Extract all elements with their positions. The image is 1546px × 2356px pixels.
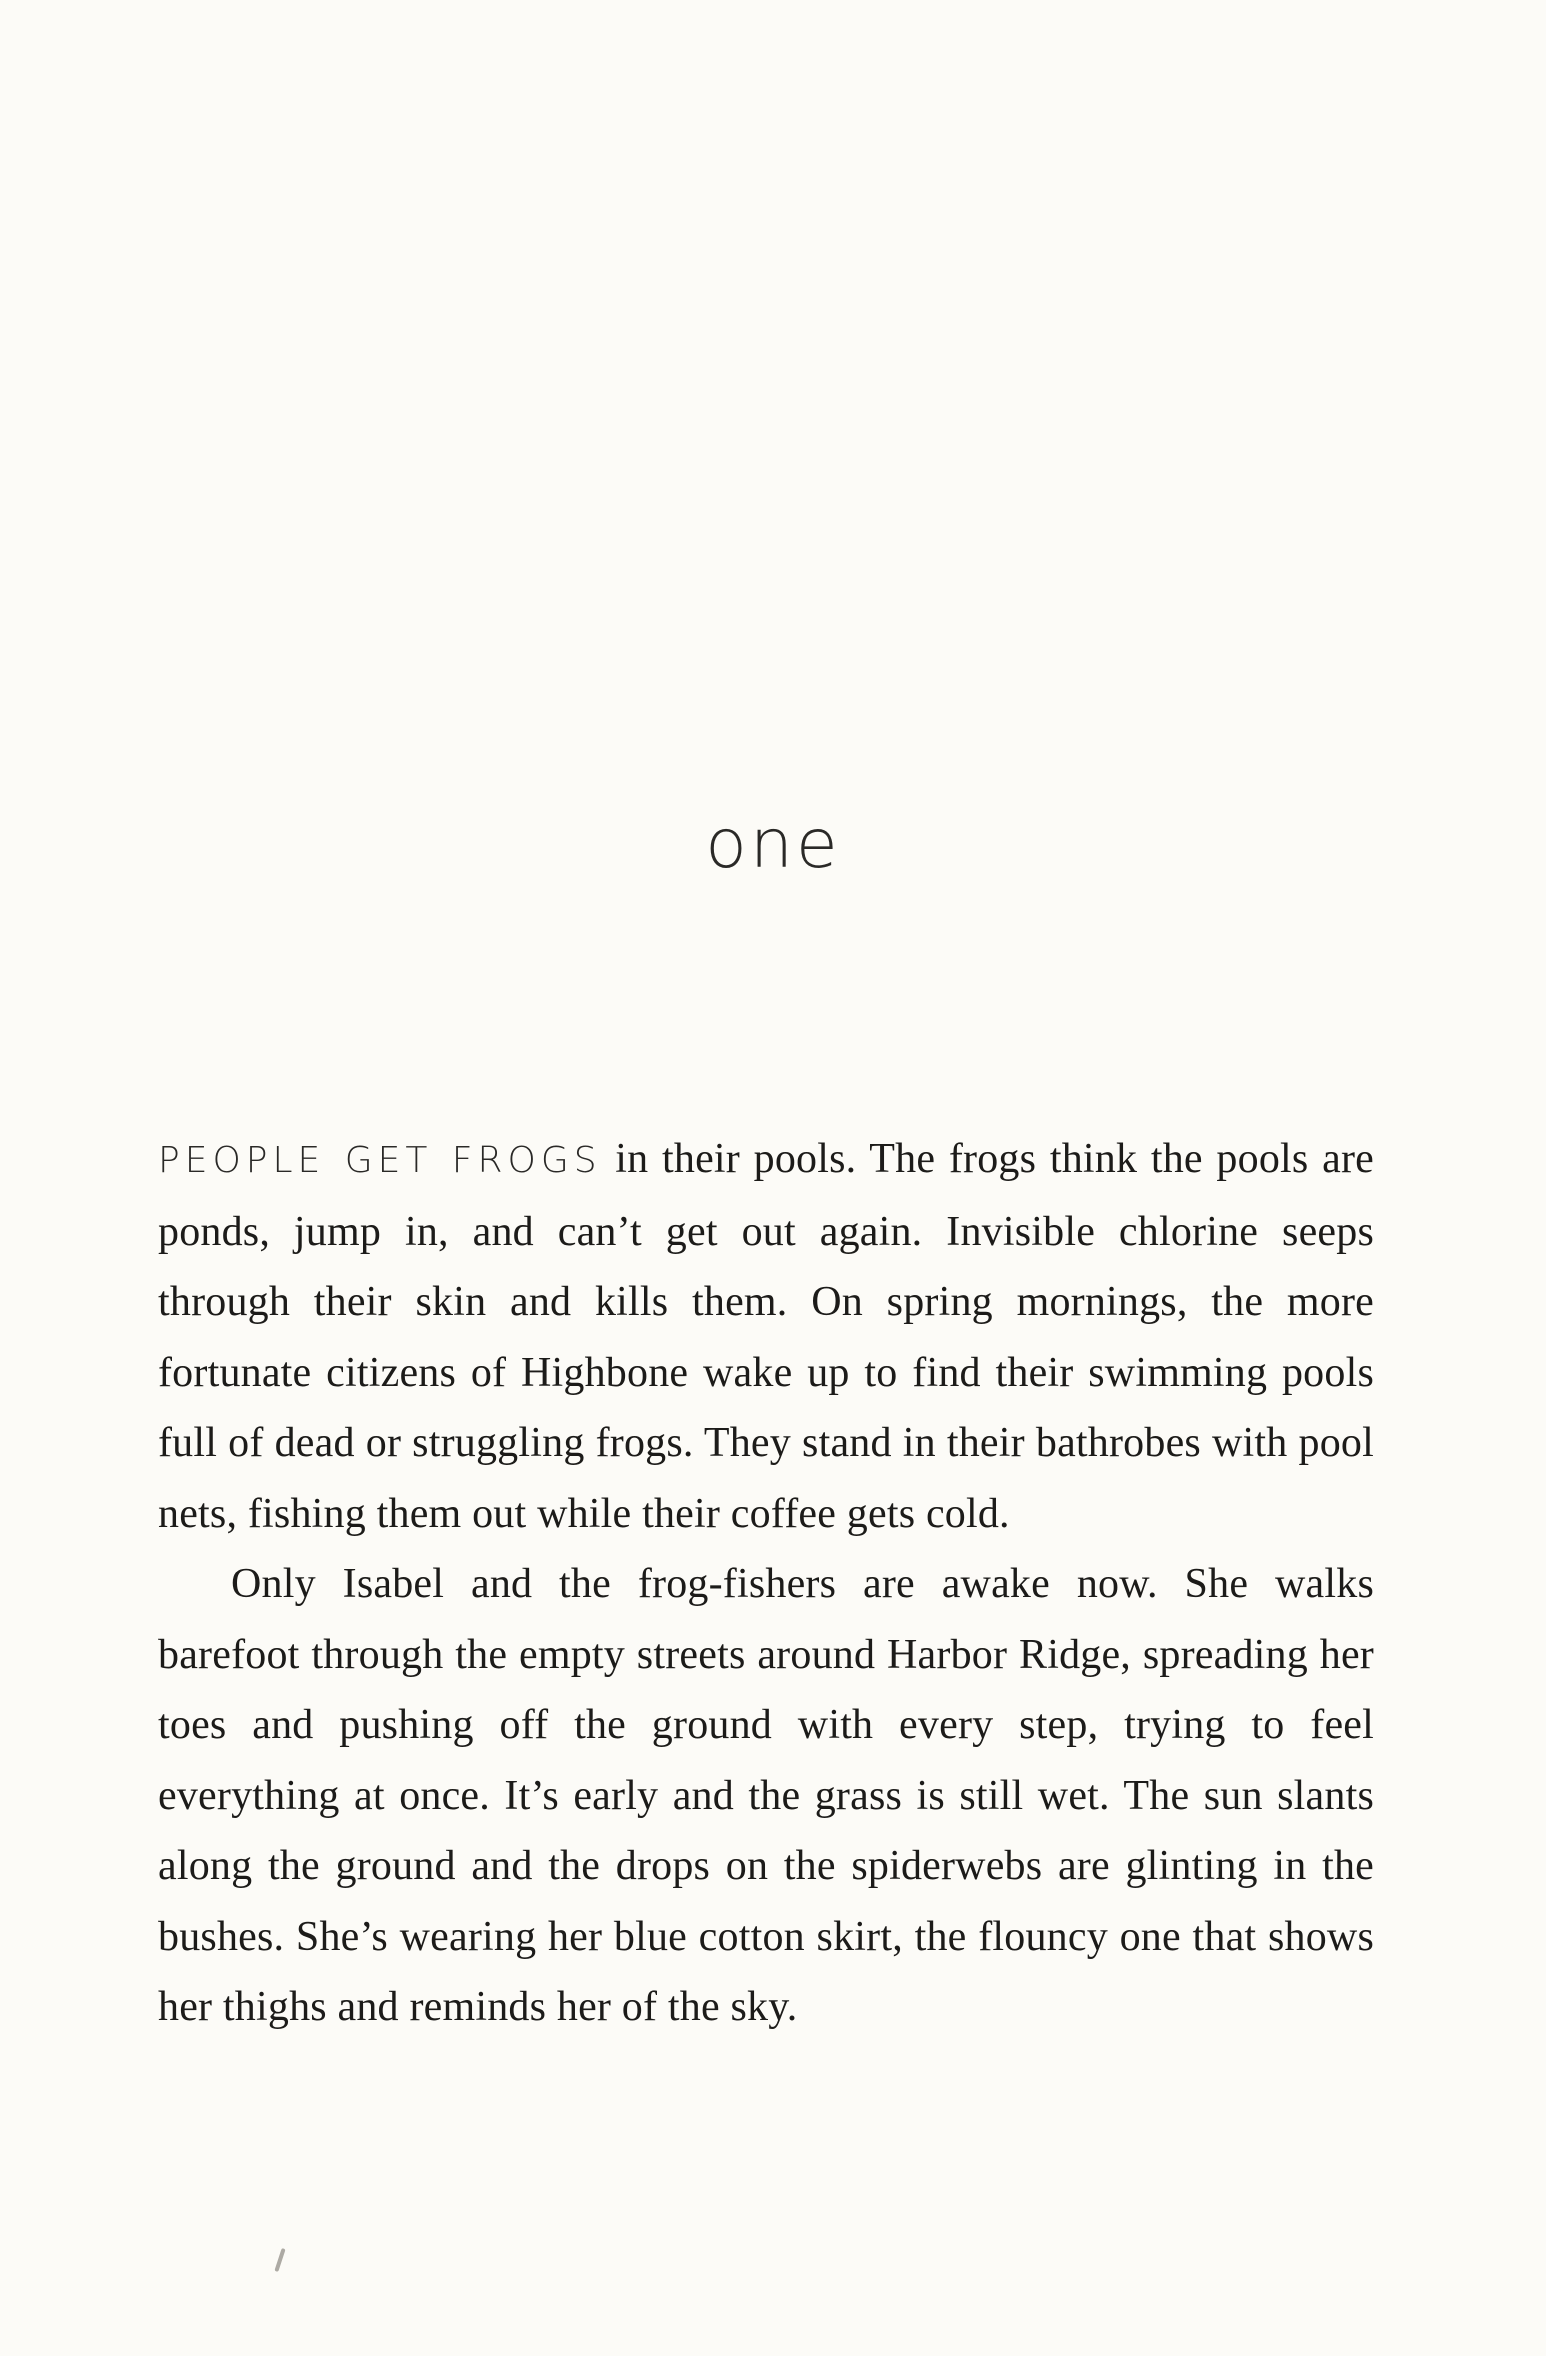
stray-ink-mark [274,2248,285,2272]
paragraph-1-text: in their pools. The frogs think the pools are ponds, jump in, and can’t get out again. Invisible chlorine seeps through their skin and kills them. On spring mornings, the more fortunate citizens of Highbone wake up to find their swimming pools full of dead or struggling frogs. They stand in their bathrobes with pool nets, fishing them out while their coffee gets cold. [158,1136,1374,1537]
paragraph-2: Only Isabel and the frog-fishers are awake now. She walks barefoot through the empty streets around Harbor Ridge, spreading her toes and pushing off the ground with every step, trying to feel everything at once. It’s early and the grass is still wet. The sun slants along the ground and the drops on the spiderwebs are glinting in the bushes. She’s wearing her blue cotton skirt, the flouncy one that shows her thighs and reminds her of the sky. [158,1561,1374,2030]
chapter-title: one [705,805,841,884]
body-text [158,1124,1374,2043]
paragraph-1 [158,1124,1374,1549]
opening-small-caps: PEOPLE GET FROGS [158,1140,602,1181]
